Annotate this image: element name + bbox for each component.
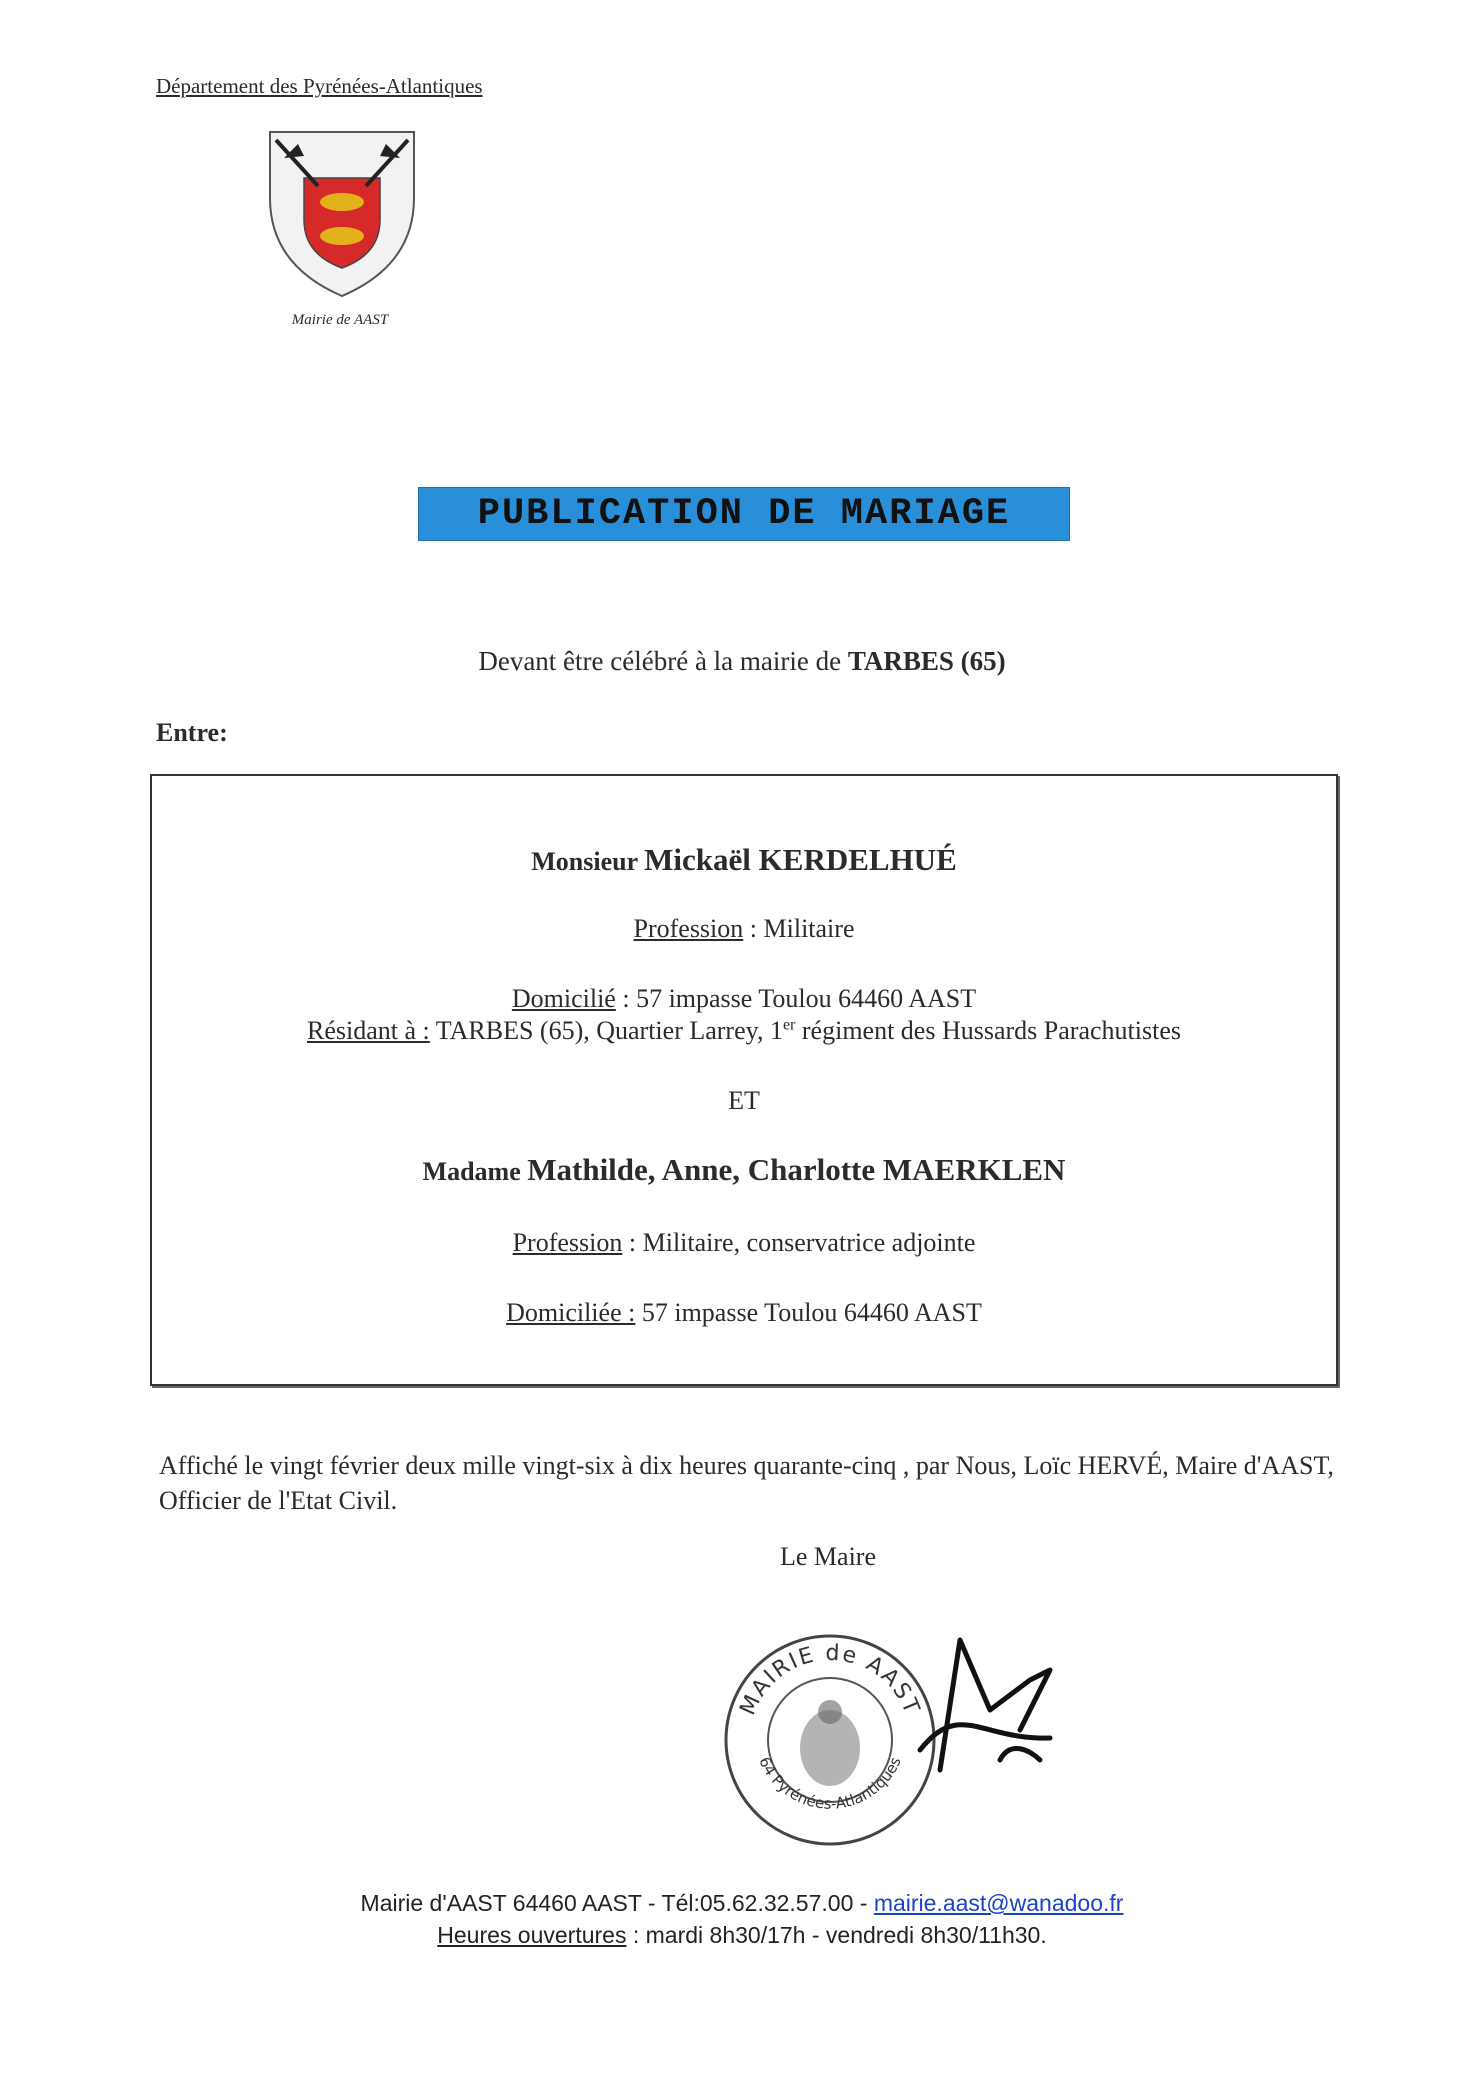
groom-residence-sup: er [782, 1016, 796, 1034]
groom-residence-pre: TARBES (65), Quartier Larrey, 1 [429, 1016, 783, 1045]
groom-domicile-line [152, 984, 1336, 1014]
groom-residence-post: régiment des Hussards Parachutistes [795, 1016, 1181, 1045]
groom-name-line [152, 842, 1336, 878]
groom-profession: : Militaire [743, 914, 855, 943]
groom-domicile-label: Domicilié [511, 984, 616, 1013]
crest-caption: Mairie de AAST [291, 312, 389, 328]
groom-domicile: : 57 impasse Toulou 64460 AAST [615, 984, 977, 1013]
bride-domicile: 57 impasse Toulou 64460 AAST [635, 1298, 982, 1327]
bride-civility: Madame [422, 1157, 521, 1186]
bride-domicile-line [152, 1298, 1336, 1328]
bride-name: Mathilde, Anne, Charlotte MAERKLEN [527, 1152, 1066, 1187]
groom-profession-label: Profession [633, 914, 744, 943]
spouses-box [150, 774, 1338, 1386]
venue-prefix: Devant être célébré à la mairie de [478, 646, 842, 676]
venue-place: TARBES (65) [847, 646, 1006, 676]
stamp-top-text: MAIRIE de AAST [735, 1640, 925, 1720]
groom-name: Mickaël KERDELHUÉ [644, 842, 957, 877]
stamp-bottom-text: 64 Pyrénées-Atlantiques [755, 1754, 905, 1813]
entre-label: Entre: [156, 718, 228, 747]
crest-icon [264, 128, 420, 300]
mayor-signature [900, 1620, 1080, 1780]
publication-title [418, 487, 1070, 541]
groom-profession-line [152, 914, 1336, 944]
publication-title-text: PUBLICATION DE MARIAGE [477, 493, 1011, 535]
bride-profession-label: Profession [512, 1228, 623, 1257]
groom-residence-label: Résidant à : [307, 1016, 430, 1045]
footer-hours-label: Heures ouvertures [437, 1922, 627, 1948]
bride-profession: : Militaire, conservatrice adjointe [622, 1228, 976, 1257]
footer-contact: Mairie d'AAST 64460 AAST - Tél:05.62.32.57.00 - [360, 1890, 874, 1916]
signature-title: Le Maire [780, 1542, 877, 1571]
footer-hours: : mardi 8h30/17h - vendredi 8h30/11h30. [626, 1922, 1047, 1948]
venue-line [0, 646, 1470, 677]
footer-contact-line [0, 1890, 1470, 1917]
groom-civility: Monsieur [531, 847, 638, 876]
footer-hours-line [0, 1922, 1470, 1949]
department-header: Département des Pyrénées-Atlantiques [156, 74, 483, 98]
affichage-text: Affiché le vingt février deux mille vingt-six à dix heures quarante-cinq , par Nous, Loïc HERVÉ, Maire d'AAST, Officier de l'Etat Civil. [159, 1451, 1334, 1516]
bride-name-line [152, 1152, 1336, 1188]
footer-email-link[interactable]: mairie.aast@wanadoo.fr [873, 1890, 1124, 1916]
bride-profession-line [152, 1228, 1336, 1258]
groom-residence-line [152, 1016, 1336, 1046]
conjunction-et: ET [728, 1086, 760, 1115]
bride-domicile-label: Domiciliée : [506, 1298, 636, 1327]
